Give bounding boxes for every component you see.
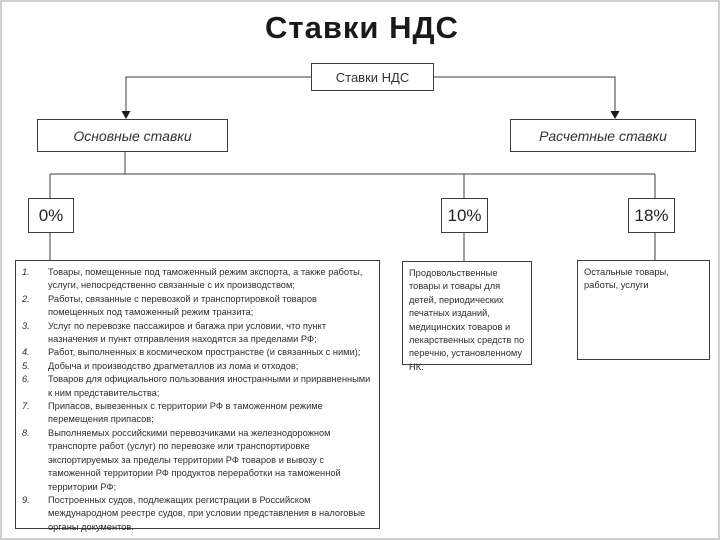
list-item — [22, 293, 375, 320]
list-item-text: Добыча и производство драгметаллов из лома и отходов; — [48, 360, 299, 371]
list-item — [22, 346, 375, 359]
arrow-root-to-right-branch — [434, 77, 615, 112]
list-item-number: 3. — [22, 320, 30, 331]
list-item — [22, 400, 375, 427]
rate-10-detail-box — [402, 261, 532, 372]
list-item-number: 5. — [22, 360, 30, 371]
arrowhead-right — [611, 111, 620, 119]
rate-10-node — [441, 198, 488, 233]
list-item-number: 2. — [22, 293, 30, 304]
list-item-text: Построенных судов, подлежащих регистрации в Российском международном реестре судов, при условии представления в налоговые органы документов. — [48, 494, 366, 532]
list-item-number: 9. — [22, 494, 30, 505]
rate-18-node — [628, 198, 675, 233]
rate-18-detail-text: Остальные товары, работы, услуги — [584, 267, 669, 291]
list-item-text: Услуг по перевозке пассажиров и багажа при условии, что пункт назначения и пункт отправления находятся за пределами РФ; — [48, 320, 327, 345]
list-item-number: 4. — [22, 347, 30, 358]
list-item — [22, 373, 375, 400]
list-item-text: Товары, помещенные под таможенный режим экспорта, а также работы, услуги, непосредственно связанные с их производством; — [48, 267, 363, 291]
list-item-number: 7. — [22, 401, 30, 412]
branch-settlement-rates-label: Расчетные ставки — [539, 127, 667, 144]
list-item-text: Работ, выполненных в космическом пространстве (и связанных с ними); — [48, 347, 361, 358]
rate-0-node — [28, 198, 74, 233]
list-item-text: Товаров для официального пользования иностранными и приравненными к ним представительства; — [48, 374, 371, 398]
rate-0-label: 0% — [38, 205, 64, 225]
list-item — [22, 360, 375, 373]
root-node-vat-rates — [311, 63, 434, 91]
list-item-number: 8. — [22, 427, 30, 438]
branch-main-rates — [37, 119, 228, 152]
list-item-text: Припасов, вывезенных с территории РФ в таможенном режиме перемещения припасов; — [48, 401, 323, 425]
root-node-label: Ставки НДС — [335, 69, 410, 85]
list-item — [22, 427, 375, 494]
branch-main-rates-label: Основные ставки — [73, 127, 192, 144]
list-item-text: Выполняемых российскими перевозчиками на железнодорожном транспорте работ (услуг) по перевозке или транспортировке экспортируемых за пределы территории РФ товаров и вывозу с таможенной территории РФ продуктов переработки на таможенной территории РФ; — [48, 427, 341, 492]
rate-0-detail-list — [15, 260, 380, 532]
rate-10-label: 10% — [447, 205, 482, 225]
branch-settlement-rates — [510, 119, 696, 152]
list-item — [22, 266, 375, 293]
page-title: Ставки НДС — [265, 10, 459, 45]
arrowhead-left — [122, 111, 131, 119]
rate-18-detail-box — [577, 260, 710, 360]
list-item-number: 1. — [22, 267, 30, 277]
list-item — [22, 494, 375, 534]
rate-10-detail-text: Продовольственные товары и товары для детей, периодических печатных изданий, медицинских товаров и лекарственных средств по перечню, установленному НК. — [409, 268, 525, 372]
arrow-root-to-left-branch — [126, 77, 311, 112]
list-item — [22, 320, 375, 347]
rate-18-label: 18% — [634, 205, 669, 225]
list-item-number: 6. — [22, 374, 30, 385]
list-item-text: Работы, связанные с перевозкой и транспортировкой товаров помещенных под таможенный режим транзита; — [48, 293, 317, 318]
